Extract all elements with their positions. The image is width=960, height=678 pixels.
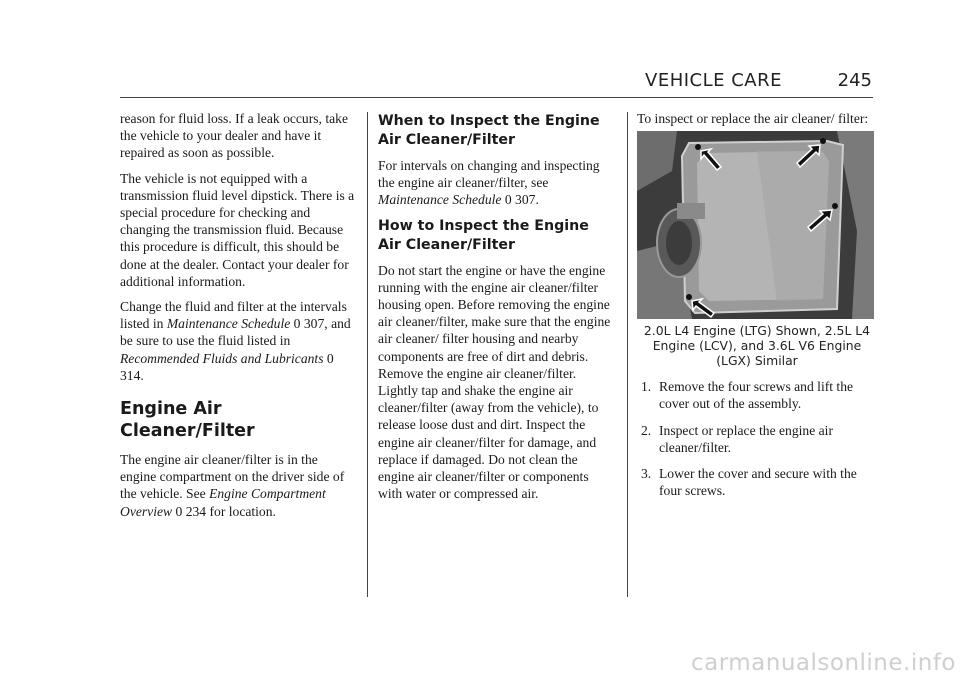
running-header-title: VEHICLE CARE — [645, 70, 782, 91]
list-item: 1. Remove the four screws and lift the cover out of the assembly. — [641, 379, 854, 412]
list-item: 2. Inspect or replace the engine air cleaner/filter. — [641, 422, 833, 455]
column-divider-2 — [627, 112, 628, 597]
column-1 — [120, 110, 356, 528]
paragraph-filter-location: The engine air cleaner/filter is in the engine compartment on the driver side of the vehicle. See Engine Compartment Overview 0 234 for location. — [120, 452, 345, 519]
page-number: 245 — [837, 70, 872, 91]
paragraph-dipstick: The vehicle is not equipped with a transmission fluid level dipstick. There is a special procedure for checking and changing the transmission fluid. Because this procedure is difficult, this should be done at the dealer. Contact your dealer for additional information. — [120, 170, 355, 289]
paragraph-change-fluid: Change the fluid and filter at the intervals listed in Maintenance Schedule 0 307, and be sure to use the fluid listed in Recommended Fluids and Lubricants 0 314. — [120, 299, 351, 383]
paragraph-fluid-loss: reason for fluid loss. If a leak occurs, take the vehicle to your dealer and have it repaired as soon as possible. — [120, 111, 348, 161]
link-maintenance-schedule-2[interactable]: Maintenance Schedule — [378, 192, 502, 208]
watermark: carmanualsonline.info — [690, 650, 956, 676]
column-2 — [378, 110, 616, 510]
inspection-steps — [637, 378, 877, 499]
air-cleaner-illustration — [637, 131, 874, 319]
link-engine-compartment-overview[interactable]: Engine Compartment Overview — [120, 486, 326, 519]
heading-engine-air-cleaner: Engine Air Cleaner/Filter — [120, 399, 255, 442]
column-3 — [637, 110, 877, 508]
heading-how-to-inspect: How to Inspect the Engine Air Cleaner/Filter — [378, 217, 589, 253]
figure-caption: 2.0L L4 Engine (LTG) Shown, 2.5L L4 Engine (LCV), and 3.6L V6 Engine (LGX) Similar — [643, 323, 871, 369]
column-divider-1 — [367, 112, 368, 597]
header-rule — [120, 97, 873, 98]
heading-when-to-inspect: When to Inspect the Engine Air Cleaner/Filter — [378, 113, 600, 148]
paragraph-intro: To inspect or replace the air cleaner/ filter: — [637, 111, 869, 126]
link-maintenance-schedule[interactable]: Maintenance Schedule — [166, 316, 291, 332]
link-recommended-fluids[interactable]: Recommended Fluids and Lubricants — [120, 350, 324, 366]
paragraph-inspection-procedure: Do not start the engine or have the engine running with the engine air cleaner/filter housing open. Before removing the engine air cleaner/filter, make sure that the engine air cleaner/ filter housing and nearby components are free of dirt and debris. Remove the engine air cleaner/filter. Lightly tap and shake the engine air cleaner/filter (away from the vehicle), to release loose dust and dirt. Inspect the engine air cleaner/filter for damage, and replace if damaged. Do not clean the engine air cleaner/filter or components with water or compressed air. — [378, 262, 611, 502]
paragraph-intervals: For intervals on changing and inspecting the engine air cleaner/filter, see Maintenance Schedule 0 307. — [378, 158, 600, 208]
list-item: 3. Lower the cover and secure with the four screws. — [641, 466, 857, 499]
